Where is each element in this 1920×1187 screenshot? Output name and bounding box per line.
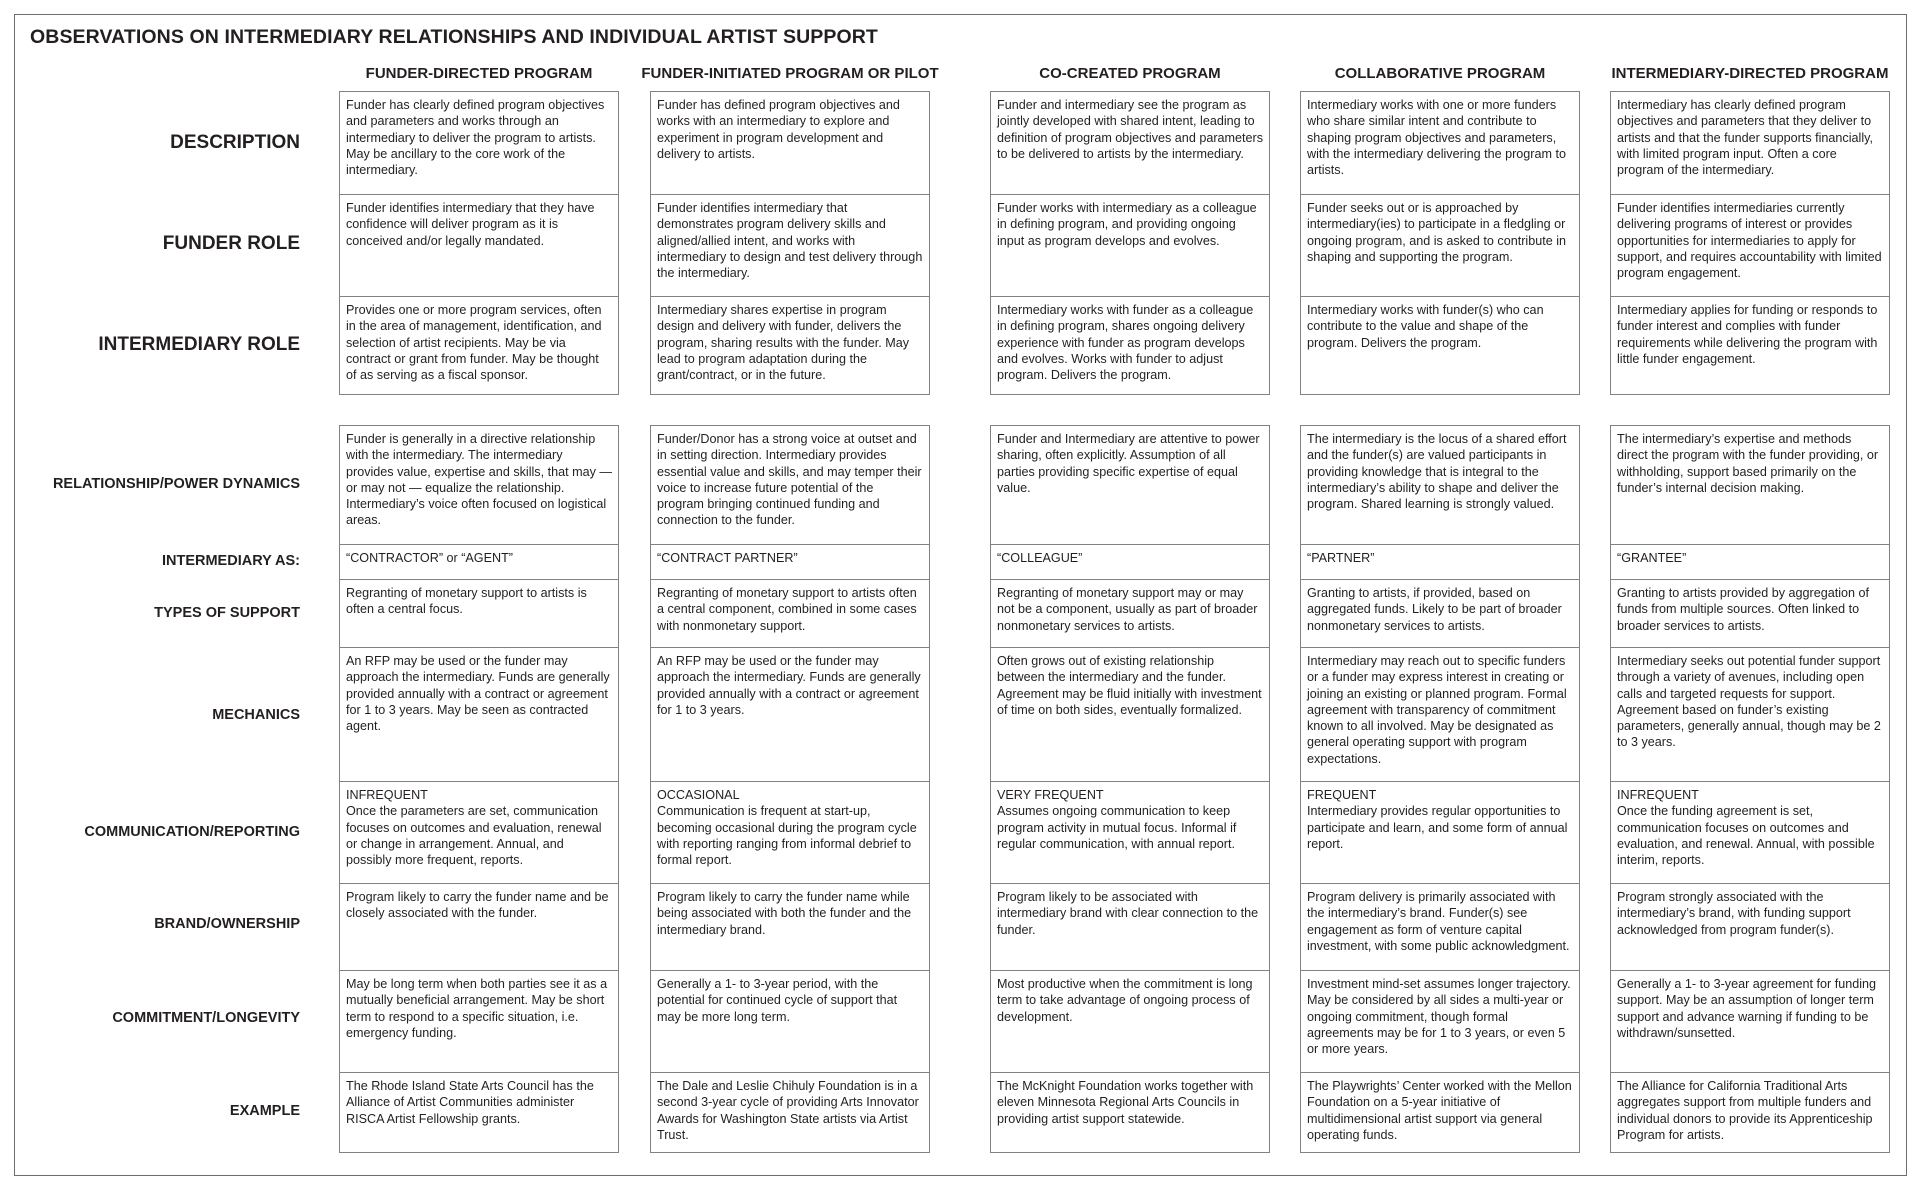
cell-text: May be long term when both parties see it as a mutually beneficial arrangement. May be short term to respond to a specific situation, i.e. emergency funding. (346, 977, 608, 1040)
frequency-level: FREQUENT (1307, 788, 1377, 802)
grid-cell (651, 426, 929, 544)
cell-text: Intermediary seeks out potential funder support through a variety of avenues, including open calls and targeted requests for support. Agreement based on funder’s existing parameters, generally annual, though may be 2 to 3 years. (1617, 654, 1881, 750)
column-header: FUNDER-INITIATED PROGRAM OR PILOT (641, 65, 939, 82)
grid-cell (1611, 781, 1889, 883)
cell-text: An RFP may be used or the funder may approach the intermediary. Funds are generally provided annually with a contract or agreement for 1 to 3 years. May be seen as contracted agent. (346, 654, 610, 734)
cell-text: Funder seeks out or is approached by intermediary(ies) to participate in a fledgling or ongoing program, and is asked to contribute in shaping and supporting the program. (1307, 201, 1567, 264)
cell-text: Intermediary works with funder(s) who can contribute to the value and shape of the program. Delivers the program. (1307, 303, 1544, 350)
column-header: INTERMEDIARY-DIRECTED PROGRAM (1611, 65, 1889, 82)
cell-text: Program likely to carry the funder name and be closely associated with the funder. (346, 890, 609, 921)
cell-text: Often grows out of existing relationship between the intermediary and the funder. Agreement may be fluid initially with investment of time on both sides, eventually formalized. (997, 654, 1262, 717)
grid-cell (991, 426, 1269, 544)
cell-text: Intermediary may reach out to specific funders or a funder may express interest in creating or joining an existing or planned program. Formal agreement with transparency of commitment known to all involved. May be designated as general operating support with program expectations. (1307, 654, 1567, 766)
row-label: RELATIONSHIP/POWER DYNAMICS (52, 476, 300, 492)
grid-cell (1301, 647, 1579, 781)
cell-text: Most productive when the commitment is long term to take advantage of ongoing process of development. (997, 977, 1253, 1024)
cell-text: Regranting of monetary support may or may not be a component, usually as part of broader nonmonetary services to artists. (997, 586, 1258, 633)
grid-cell (340, 883, 618, 970)
grid-cell (651, 647, 929, 781)
column-block-upper (1610, 91, 1890, 395)
grid-cell (991, 579, 1269, 647)
grid-cell (340, 296, 618, 396)
grid-cell (651, 296, 929, 396)
cell-text: The McKnight Foundation works together with eleven Minnesota Regional Arts Councils in providing artist support statewide. (997, 1079, 1254, 1126)
column-header: COLLABORATIVE PROGRAM (1334, 65, 1546, 82)
grid-cell (651, 579, 929, 647)
frequency-level: OCCASIONAL (657, 788, 740, 802)
cell-text: The Dale and Leslie Chihuly Foundation is in a second 3-year cycle of providing Arts Innovator Awards for Washington State artists via Artist Trust. (657, 1079, 919, 1142)
cell-text: Funder works with intermediary as a colleague in defining program, and providing ongoing input as program develops and evolves. (997, 201, 1257, 248)
column-block-lower (650, 425, 930, 1153)
grid-cell (1611, 296, 1889, 396)
grid-cell (1611, 970, 1889, 1072)
cell-text: Funder and intermediary see the program as jointly developed with shared intent, leading to definition of program objectives and parameters to be delivered to artists by the intermediary. (997, 98, 1264, 161)
column-block-lower (1300, 425, 1580, 1153)
cell-text: Program likely to carry the funder name while being associated with both the funder and the intermediary brand. (657, 890, 912, 937)
grid-cell (340, 781, 618, 883)
column-block-lower (339, 425, 619, 1153)
cell-text: Once the parameters are set, communication focuses on outcomes and evaluation, renewal or change in arrangement. Annual, and possibly more frequent, reports. (346, 804, 602, 868)
grid-cell (651, 194, 929, 296)
cell-text: The Playwrights’ Center worked with the Mellon Foundation on a 5-year initiative of multidimensional artist support via general operating funds. (1307, 1079, 1572, 1142)
grid-cell (1611, 92, 1889, 194)
grid-cell (1611, 426, 1889, 544)
cell-text: Intermediary works with funder as a colleague in defining program, shares ongoing delivery experience with funder as program develops and evolves. Works with funder to adjust program. Delivers the program. (997, 303, 1254, 383)
grid-cell (991, 194, 1269, 296)
grid-cell (340, 426, 618, 544)
grid-cell (340, 92, 618, 194)
cell-text: Intermediary has clearly defined program objectives and parameters that they deliver to artists and that the funder supports financially, with limited program input. Often a core program of the intermediary. (1617, 98, 1873, 178)
cell-text: “COLLEAGUE” (997, 551, 1083, 565)
cell-text: Granting to artists provided by aggregation of funds from multiple sources. Often linked to broader services to artists. (1617, 586, 1870, 633)
grid-cell (340, 647, 618, 781)
cell-text: Program likely to be associated with intermediary brand with clear connection to the funder. (997, 890, 1259, 937)
cell-text: Regranting of monetary support to artists is often a central focus. (346, 586, 587, 617)
cell-text: An RFP may be used or the funder may approach the intermediary. Funds are generally provided annually with a contract or agreement for 1 to 3 years. (657, 654, 921, 717)
frequency-level: INFREQUENT (1617, 788, 1699, 802)
grid-cell (651, 544, 929, 579)
grid-cell (1301, 92, 1579, 194)
row-label: EXAMPLE (229, 1103, 300, 1119)
cell-text: The Alliance for California Traditional Arts aggregates support from multiple funders and individual donors to provide its Apprenticeship Program for artists. (1617, 1079, 1873, 1142)
grid-cell (1301, 426, 1579, 544)
column-block-upper (1300, 91, 1580, 395)
grid-cell (1611, 1072, 1889, 1154)
grid-cell (340, 970, 618, 1072)
grid-cell (1301, 883, 1579, 970)
grid-cell (340, 579, 618, 647)
row-label: BRAND/OWNERSHIP (154, 916, 300, 932)
grid-cell (1301, 781, 1579, 883)
grid-cell (1301, 544, 1579, 579)
row-label: COMMITMENT/LONGEVITY (112, 1010, 300, 1026)
cell-text: The Rhode Island State Arts Council has the Alliance of Artist Communities administer RISCA Artist Fellowship grants. (346, 1079, 594, 1126)
column-header: FUNDER-DIRECTED PROGRAM (365, 65, 593, 82)
cell-text: The intermediary’s expertise and methods direct the program with the funder providing, or withholding, support based primarily on the funder’s internal decision making. (1617, 432, 1879, 495)
cell-text: Regranting of monetary support to artists often a central component, combined in some cases with nonmonetary support. (657, 586, 917, 633)
grid-cell (991, 544, 1269, 579)
grid-cell (1611, 647, 1889, 781)
frequency-level: INFREQUENT (346, 788, 428, 802)
row-label: INTERMEDIARY ROLE (98, 334, 300, 355)
cell-text: Communication is frequent at start-up, becoming occasional during the program cycle with reporting ranging from informal debrief to formal report. (657, 804, 917, 868)
grid-cell (991, 296, 1269, 396)
cell-text: Intermediary shares expertise in program design and delivery with funder, delivers the program, sharing results with the funder. May lead to program adaptation during the grant/contract, or in the future. (657, 303, 909, 383)
column-block-lower (990, 425, 1270, 1153)
cell-text: Intermediary provides regular opportunities to participate and learn, and some form of annual report. (1307, 804, 1568, 851)
grid-cell (1611, 883, 1889, 970)
grid-cell (651, 883, 929, 970)
cell-text: Funder is generally in a directive relationship with the intermediary. The intermediary provides value, expertise and skills, that may — or may not — equalize the relationship. Intermediary’s voice often focused on logistical areas. (346, 432, 612, 528)
cell-text: Funder has clearly defined program objectives and parameters and works through an intermediary to deliver the program to artists. May be ancillary to the core work of the intermediary. (346, 98, 605, 178)
column-header: CO-CREATED PROGRAM (1039, 65, 1221, 82)
cell-text: Funder/Donor has a strong voice at outset and in setting direction. Intermediary provides essential value and skills, and may temper their voice to increase future potential of the program bringing continued funding and connection to the funder. (657, 432, 922, 528)
grid-cell (651, 92, 929, 194)
grid-cell (340, 544, 618, 579)
cell-text: Investment mind-set assumes longer trajectory. May be considered by all sides a multi-year or ongoing commitment, though formal agreements may be for 1 to 3 years, or even 5 or more years. (1307, 977, 1571, 1057)
column-block-upper (990, 91, 1270, 395)
grid-cell (1301, 194, 1579, 296)
grid-cell (991, 1072, 1269, 1154)
cell-text: Granting to artists, if provided, based on aggregated funds. Likely to be part of broader nonmonetary services to artists. (1307, 586, 1562, 633)
cell-text: Intermediary works with one or more funders who share similar intent and contribute to shaping program objectives and parameters, with the intermediary delivering the program to artists. (1307, 98, 1566, 178)
cell-text: “CONTRACTOR” or “AGENT” (346, 551, 513, 565)
cell-text: “PARTNER” (1307, 551, 1375, 565)
page-title: OBSERVATIONS ON INTERMEDIARY RELATIONSHIPS AND INDIVIDUAL ARTIST SUPPORT (30, 26, 878, 48)
grid-cell (991, 970, 1269, 1072)
row-label: COMMUNICATION/REPORTING (84, 824, 300, 840)
cell-text: Program strongly associated with the intermediary’s brand, with funding support acknowledged from program funder(s). (1617, 890, 1851, 937)
cell-text: Funder identifies intermediary that they have confidence will deliver program as it is conceived and/or legally mandated. (346, 201, 595, 248)
grid-cell (991, 92, 1269, 194)
grid-cell (1611, 579, 1889, 647)
cell-text: Generally a 1- to 3-year agreement for funding support. May be an assumption of longer term support and advance warning if funding to be withdrawn/sunsetted. (1617, 977, 1877, 1040)
frequency-level: VERY FREQUENT (997, 788, 1104, 802)
cell-text: Assumes ongoing communication to keep program activity in mutual focus. Informal if regular communication, with annual report. (997, 804, 1237, 851)
cell-text: Once the funding agreement is set, communication focuses on outcomes and evaluation, and renewal. Annual, with possible interim, reports. (1617, 804, 1875, 868)
grid-cell (340, 1072, 618, 1154)
cell-text: Provides one or more program services, often in the area of management, identification, and selection of artist recipients. May be via contract or grant from funder. May be thought of as serving as a fiscal sponsor. (346, 303, 602, 383)
grid-cell (651, 970, 929, 1072)
row-label: DESCRIPTION (170, 132, 300, 153)
grid-cell (1611, 544, 1889, 579)
cell-text: Funder identifies intermediaries currently delivering programs of interest or provides opportunities for intermediaries to apply for support, and requires accountability with limited program engagement. (1617, 201, 1882, 281)
cell-text: Generally a 1- to 3-year period, with the potential for continued cycle of support that may be more long term. (657, 977, 898, 1024)
column-block-upper (650, 91, 930, 395)
grid-cell (1301, 579, 1579, 647)
grid-cell (1611, 194, 1889, 296)
cell-text: Funder identifies intermediary that demonstrates program delivery skills and aligned/allied intent, and works with intermediary to design and test delivery through the intermediary. (657, 201, 923, 281)
grid-cell (991, 781, 1269, 883)
cell-text: “GRANTEE” (1617, 551, 1687, 565)
row-label: MECHANICS (212, 707, 300, 723)
row-label: TYPES OF SUPPORT (154, 605, 300, 621)
cell-text: Intermediary applies for funding or responds to funder interest and complies with funder requirements while delivering the program with little funder engagement. (1617, 303, 1878, 366)
grid-cell (1301, 1072, 1579, 1154)
grid-cell (991, 647, 1269, 781)
column-block-lower (1610, 425, 1890, 1153)
row-label: INTERMEDIARY AS: (161, 553, 300, 569)
grid-cell (1301, 970, 1579, 1072)
cell-text: Funder and Intermediary are attentive to power sharing, often explicitly. Assumption of all parties providing specific expertise of equal value. (997, 432, 1260, 495)
grid-cell (651, 1072, 929, 1154)
cell-text: Program delivery is primarily associated with the intermediary’s brand. Funder(s) see engagement as form of venture capital investment, with some public acknowledgment. (1307, 890, 1570, 953)
grid-cell (651, 781, 929, 883)
row-label: FUNDER ROLE (162, 233, 300, 254)
cell-text: “CONTRACT PARTNER” (657, 551, 798, 565)
grid-cell (1301, 296, 1579, 396)
cell-text: The intermediary is the locus of a shared effort and the funder(s) are valued participants in providing knowledge that is integral to the intermediary’s ability to shape and deliver the program. Shared learning is strongly valued. (1307, 432, 1567, 512)
grid-cell (991, 883, 1269, 970)
column-block-upper (339, 91, 619, 395)
cell-text: Funder has defined program objectives and works with an intermediary to explore and experiment in program development and delivery to artists. (657, 98, 900, 161)
grid-cell (340, 194, 618, 296)
